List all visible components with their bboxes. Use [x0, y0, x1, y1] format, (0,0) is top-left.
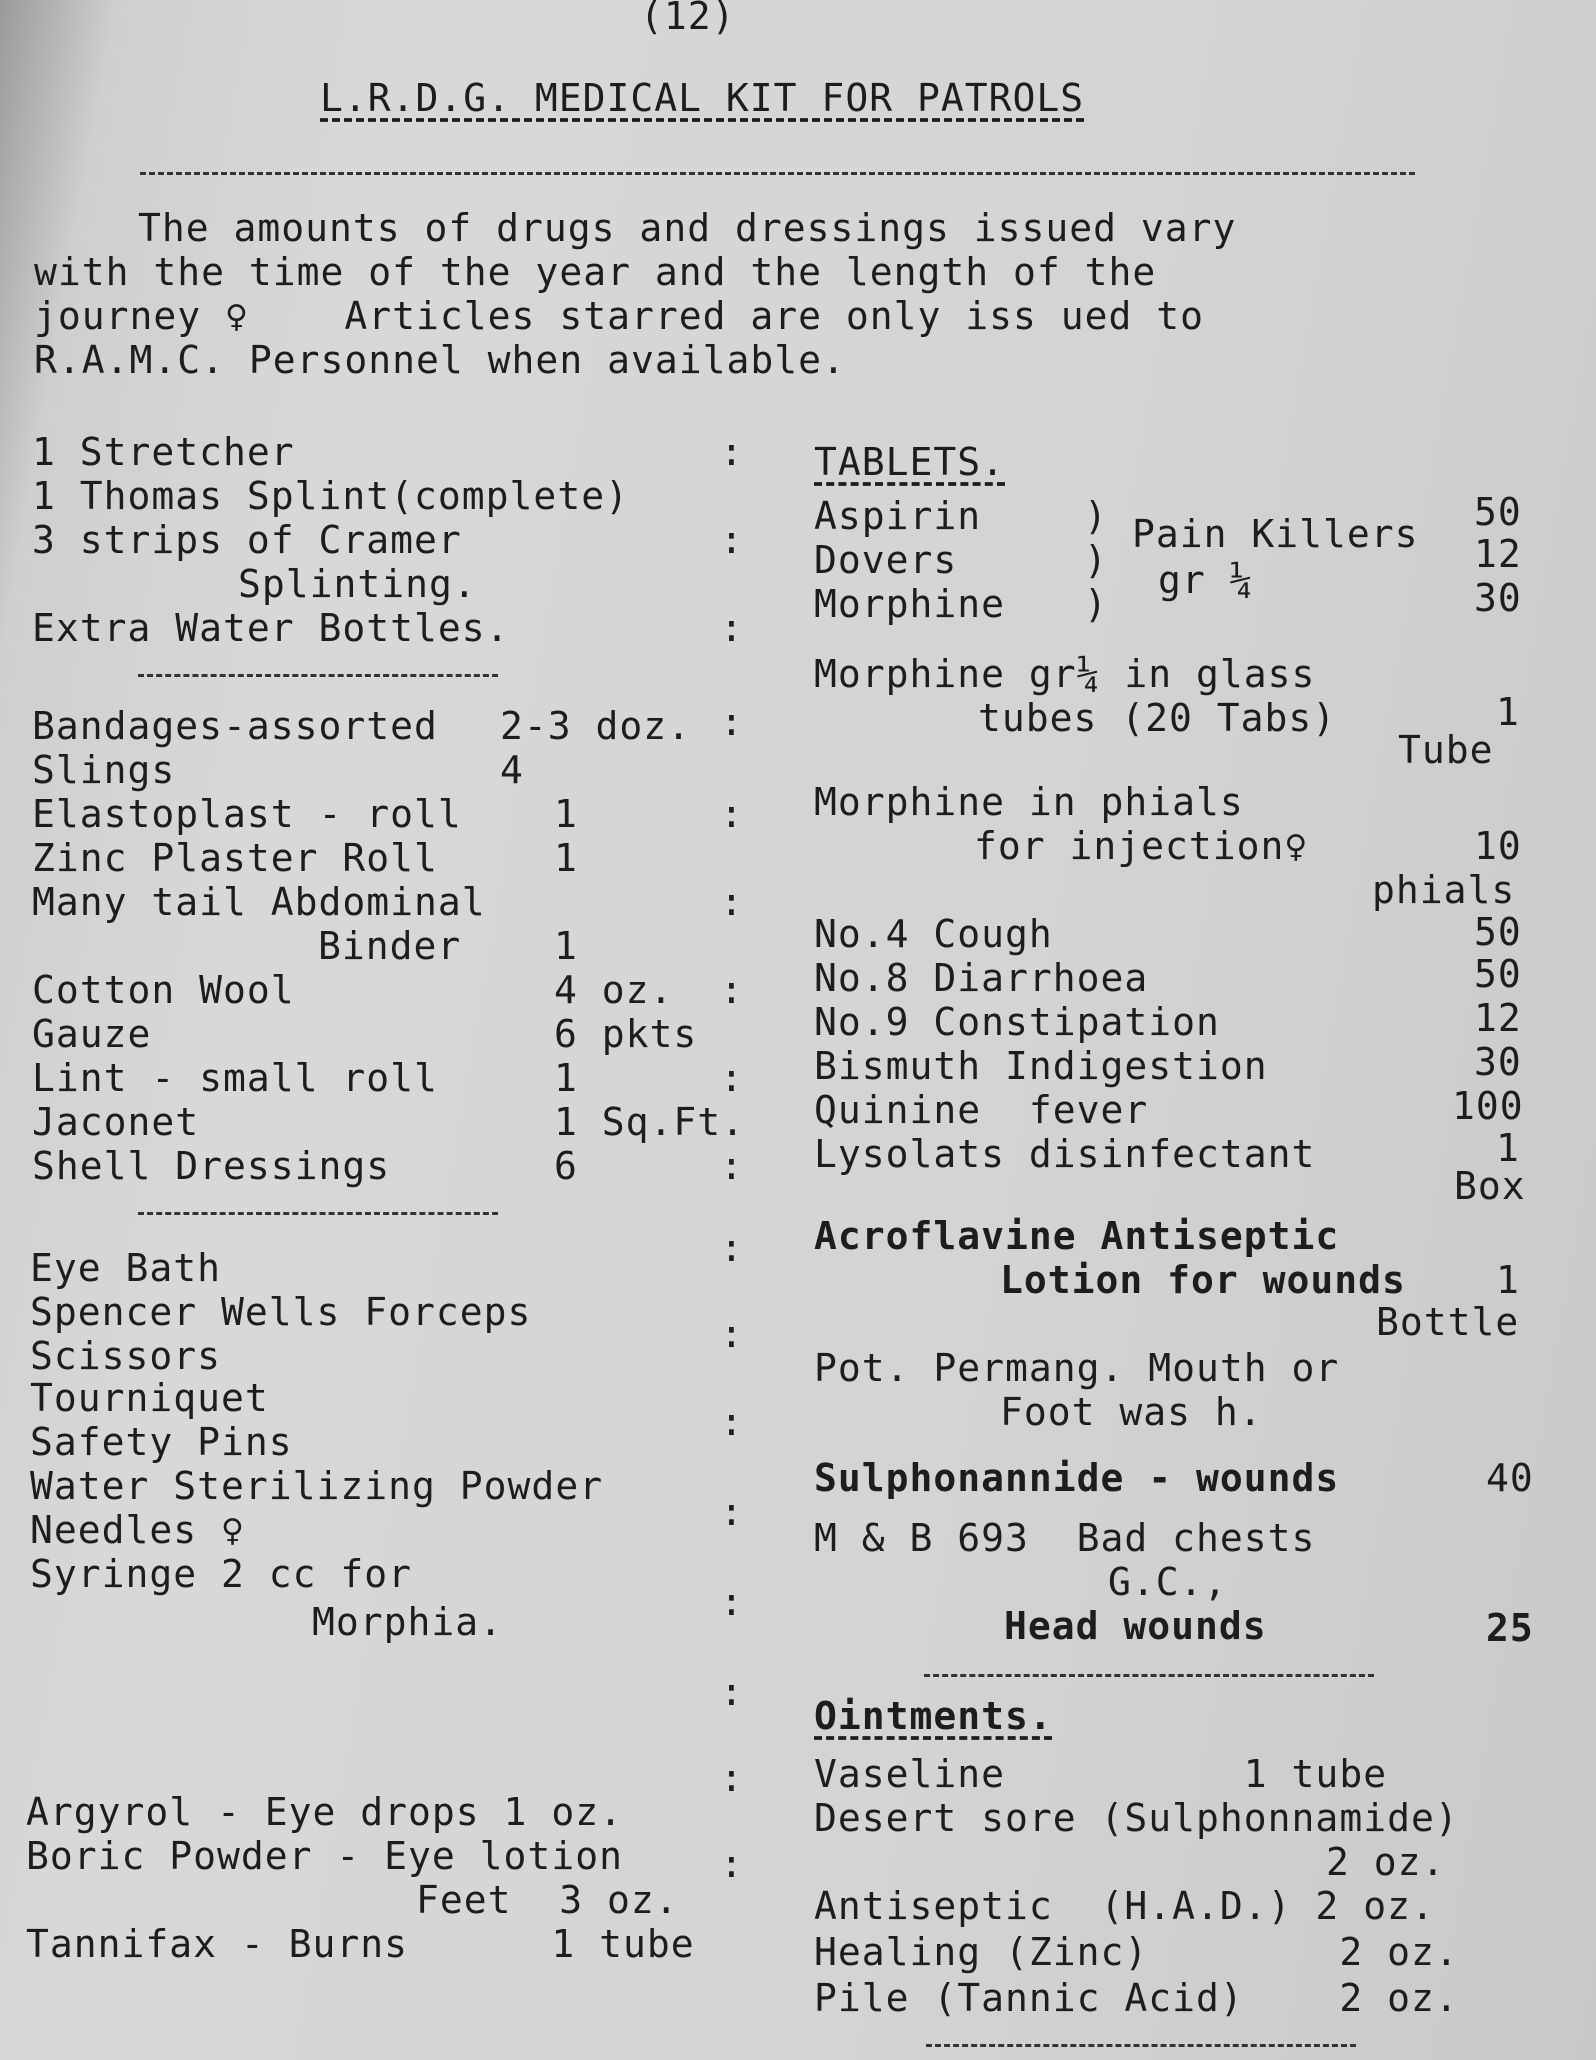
right-qty: 25 — [1486, 1606, 1534, 1650]
right-item: G.C., — [1108, 1560, 1228, 1604]
right-item: No.4 Cough — [814, 912, 1053, 956]
right-qty: 1 — [1496, 1258, 1520, 1302]
left-qty: 1 — [554, 924, 578, 968]
right-qty: 1 — [1496, 690, 1520, 734]
column-separator: : — [720, 968, 743, 1012]
column-separator: : — [720, 606, 743, 650]
column-separator: : — [720, 518, 743, 562]
right-item: Morphine in phials — [814, 780, 1244, 824]
right-qty: 12 — [1474, 532, 1522, 576]
right-qty: phials — [1372, 868, 1516, 912]
pain-killers-label: Pain Killers — [1132, 512, 1419, 556]
title-divider — [140, 172, 1415, 175]
right-item: M & B 693 Bad chests — [814, 1516, 1316, 1560]
bracket: ) — [1084, 582, 1108, 626]
column-separator: : — [720, 1756, 743, 1800]
right-divider — [924, 1674, 1374, 1677]
right-qty: 30 — [1474, 576, 1522, 620]
right-qty: 50 — [1474, 952, 1522, 996]
right-item: Pot. Permang. Mouth or — [814, 1346, 1340, 1390]
left-qty: 6 — [554, 1144, 578, 1188]
left-item: Safety Pins — [30, 1420, 293, 1464]
left-qty: 1 — [554, 1056, 578, 1100]
left-qty: 4 — [500, 748, 524, 792]
column-separator: : — [720, 1842, 743, 1886]
ointment-item: 2 oz. — [1326, 1840, 1446, 1884]
right-item: Head wounds — [1004, 1604, 1267, 1648]
right-item: No.9 Constipation — [814, 1000, 1220, 1044]
left-qty: 1 — [554, 836, 578, 880]
left-item: Needles ♀ — [30, 1508, 245, 1552]
ointment-item: Pile (Tannic Acid) 2 oz. — [814, 1976, 1459, 2020]
column-separator: : — [720, 1490, 743, 1534]
page-number: (12) — [640, 0, 736, 38]
left-item: Scissors — [30, 1334, 222, 1378]
right-qty: 1 — [1496, 1126, 1520, 1170]
left-item: Argyrol - Eye drops 1 oz. — [26, 1790, 623, 1834]
column-separator: : — [720, 1400, 743, 1444]
right-item: tubes (20 Tabs) — [978, 696, 1337, 740]
left-divider — [138, 674, 498, 677]
right-item: for injection♀ — [974, 824, 1309, 868]
ointment-item: Antiseptic (H.A.D.) 2 oz. — [814, 1884, 1435, 1928]
intro-line-1: The amounts of drugs and dressings issued vary — [138, 206, 1237, 250]
left-item: Eye Bath — [30, 1246, 222, 1290]
intro-line-2: with the time of the year and the length of the — [34, 250, 1157, 294]
right-item: Morphine — [814, 582, 1006, 626]
right-divider — [926, 2044, 1356, 2047]
left-qty: 2-3 doz. — [500, 704, 692, 748]
left-item: Morphia. — [312, 1600, 504, 1644]
left-qty: 6 pkts — [554, 1012, 698, 1056]
left-divider — [138, 1212, 498, 1215]
right-qty: 12 — [1474, 996, 1522, 1040]
bracket: ) — [1084, 538, 1108, 582]
column-separator: : — [720, 700, 743, 744]
left-item: Cotton Wool — [32, 968, 295, 1012]
left-item: 1 Stretcher — [32, 430, 295, 474]
left-item: Binder — [318, 924, 462, 968]
left-item: Extra Water Bottles. — [32, 606, 510, 650]
bracket: ) — [1084, 494, 1108, 538]
right-item: Morphine gr¼ in glass — [814, 652, 1316, 696]
ointment-item: Healing (Zinc) 2 oz. — [814, 1930, 1459, 1974]
right-qty: 50 — [1474, 490, 1522, 534]
left-item: Elastoplast - roll — [32, 792, 462, 836]
right-qty: 10 — [1474, 824, 1522, 868]
right-qty: 100 — [1452, 1084, 1524, 1128]
left-item: Splinting. — [238, 562, 477, 606]
right-item: Dovers — [814, 538, 958, 582]
column-separator: : — [720, 880, 743, 924]
right-item: Lysolats disinfectant — [814, 1132, 1316, 1176]
column-separator: : — [720, 1056, 743, 1100]
left-item: Many tail Abdominal — [32, 880, 486, 924]
right-item: Acroflavine Antiseptic — [814, 1214, 1340, 1258]
right-qty: Box — [1454, 1164, 1526, 1208]
intro-line-4: R.A.M.C. Personnel when available. — [34, 338, 846, 382]
left-item: Boric Powder - Eye lotion — [26, 1834, 623, 1878]
column-separator: : — [720, 1312, 743, 1356]
ointment-item: Vaseline 1 tube — [814, 1752, 1388, 1796]
page-title: L.R.D.G. MEDICAL KIT FOR PATROLS — [320, 76, 1085, 120]
right-qty: Bottle — [1376, 1300, 1520, 1344]
ointment-item: Desert sore (Sulphonnamide) — [814, 1796, 1459, 1840]
left-item: Feet 3 oz. — [416, 1878, 679, 1922]
right-qty: 50 — [1474, 910, 1522, 954]
right-item: No.8 Diarrhoea — [814, 956, 1149, 1000]
column-separator: : — [720, 1670, 743, 1714]
left-item: Syringe 2 cc for — [30, 1552, 413, 1596]
right-item: Foot was h. — [1000, 1390, 1263, 1434]
column-separator: : — [720, 1144, 743, 1188]
left-item: 1 Thomas Splint(complete) — [32, 474, 629, 518]
tablets-heading: TABLETS. — [814, 440, 1006, 484]
pain-killers-dose: gr ¼ — [1158, 558, 1254, 602]
left-item: Tannifax - Burns 1 tube — [26, 1922, 695, 1966]
left-item: Shell Dressings — [32, 1144, 391, 1188]
right-qty: Tube — [1398, 728, 1494, 772]
right-item: Aspirin — [814, 494, 982, 538]
left-item: Bandages-assorted — [32, 704, 438, 748]
left-item: Water Sterilizing Powder — [30, 1464, 604, 1508]
left-item: Slings — [32, 748, 176, 792]
left-qty: 1 Sq.Ft. — [554, 1100, 746, 1144]
column-separator: : — [720, 792, 743, 836]
intro-line-3: journey ♀ Articles starred are only iss ued to — [34, 294, 1205, 338]
right-item: Sulphonannide - wounds — [814, 1456, 1340, 1500]
column-separator: : — [720, 1580, 743, 1624]
left-item: Spencer Wells Forceps — [30, 1290, 532, 1334]
left-item: Jaconet — [32, 1100, 200, 1144]
left-item: Zinc Plaster Roll — [32, 836, 438, 880]
right-item: Lotion for wounds — [1000, 1258, 1406, 1302]
left-item: Tourniquet — [30, 1376, 269, 1420]
right-item: Quinine fever — [814, 1088, 1149, 1132]
left-item: Lint - small roll — [32, 1056, 438, 1100]
column-separator: : — [720, 1226, 743, 1270]
left-qty: 1 — [554, 792, 578, 836]
right-item: Bismuth Indigestion — [814, 1044, 1268, 1088]
left-qty: 4 oz. — [554, 968, 674, 1012]
left-item: 3 strips of Cramer — [32, 518, 462, 562]
left-item: Gauze — [32, 1012, 152, 1056]
ointments-heading: Ointments. — [814, 1694, 1053, 1738]
right-qty: 40 — [1486, 1456, 1534, 1500]
right-qty: 30 — [1474, 1040, 1522, 1084]
column-separator: : — [720, 430, 743, 474]
